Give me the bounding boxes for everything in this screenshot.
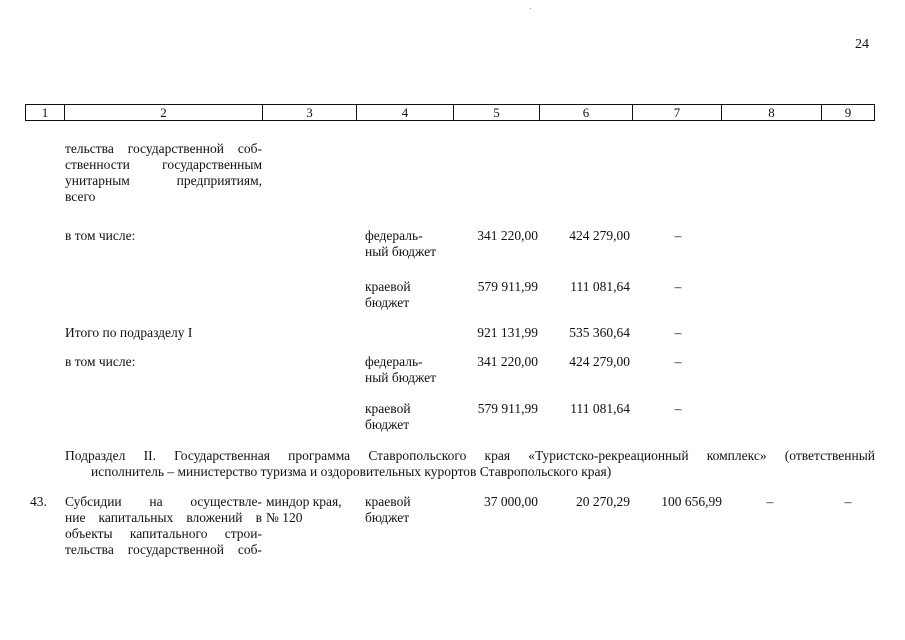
item-description [65,494,262,558]
budget-line: бюджет [365,510,410,525]
subsection-line: исполнитель – министерство туризма и оздоровительных курортов Ставропольского края) [91,464,612,479]
column-header-row [25,104,875,121]
value-col7-r3: – [674,325,682,340]
description-line: унитарным предприятиям, [65,173,262,188]
continued-description [65,141,262,205]
subtotal-label: Итого по подразделу I [65,325,193,340]
basis-line: № 120 [266,510,303,525]
item-basis [266,494,356,526]
column-header-4: 4 [357,105,454,120]
value-col5-r2: 579 911,99 [477,279,538,294]
budget-line: бюджет [365,417,410,432]
item-value-col7: 100 656,99 [661,494,722,509]
budget-line: краевой [365,494,411,509]
description-line: Субсидии на осуществле- [65,494,262,509]
description-line: всего [65,189,96,204]
item-value-col9: – [844,494,852,509]
value-col7-r5: – [674,401,682,416]
budget-line: ный бюджет [365,370,437,385]
column-header-5: 5 [454,105,540,120]
budget-line: краевой [365,401,411,416]
description-line: тельства государственной соб- [65,542,262,557]
basis-line: миндор края, [266,494,342,509]
description-line: ние капитальных вложений в [65,510,262,525]
column-header-8: 8 [722,105,822,120]
column-header-7: 7 [633,105,722,120]
budget-line: бюджет [365,295,410,310]
item-value-col8: – [766,494,774,509]
item-number: 43. [30,494,47,509]
value-col6-r5: 111 081,64 [570,401,630,416]
value-col5-r4: 341 220,00 [477,354,538,369]
page-number: 24 [855,37,869,52]
value-col6-r3: 535 360,64 [569,325,630,340]
item-value-col5: 37 000,00 [484,494,538,509]
value-col7-r2: – [674,279,682,294]
subsection-line: Подраздел II. Государственная программа Ставропольского края «Туристско-рекреационный комплекс» (ответственный [65,448,875,463]
column-header-3: 3 [263,105,357,120]
column-header-9: 9 [844,105,852,120]
row-label-incl-2: в том числе: [65,354,136,369]
column-header-1: 1 [26,105,65,120]
description-line: ственности государственным [65,157,262,172]
value-col7-r1: – [674,228,682,243]
description-line: объекты капитального строи- [65,526,262,541]
column-header-6: 6 [540,105,633,120]
budget-line: краевой [365,279,411,294]
subsection-heading [65,448,875,480]
budget-line: ный бюджет [365,244,437,259]
item-value-col6: 20 270,29 [576,494,630,509]
value-col7-r4: – [674,354,682,369]
value-col5-r1: 341 220,00 [477,228,538,243]
row-label-incl-1: в том числе: [65,228,136,243]
value-col5-r5: 579 911,99 [477,401,538,416]
value-col5-r3: 921 131,99 [477,325,538,340]
value-col6-r1: 424 279,00 [569,228,630,243]
scan-speck [530,8,531,9]
column-header-2: 2 [65,105,263,120]
value-col6-r2: 111 081,64 [570,279,630,294]
budget-line: федераль- [365,228,423,243]
budget-line: федераль- [365,354,423,369]
value-col6-r4: 424 279,00 [569,354,630,369]
description-line: тельства государственной соб- [65,141,262,156]
